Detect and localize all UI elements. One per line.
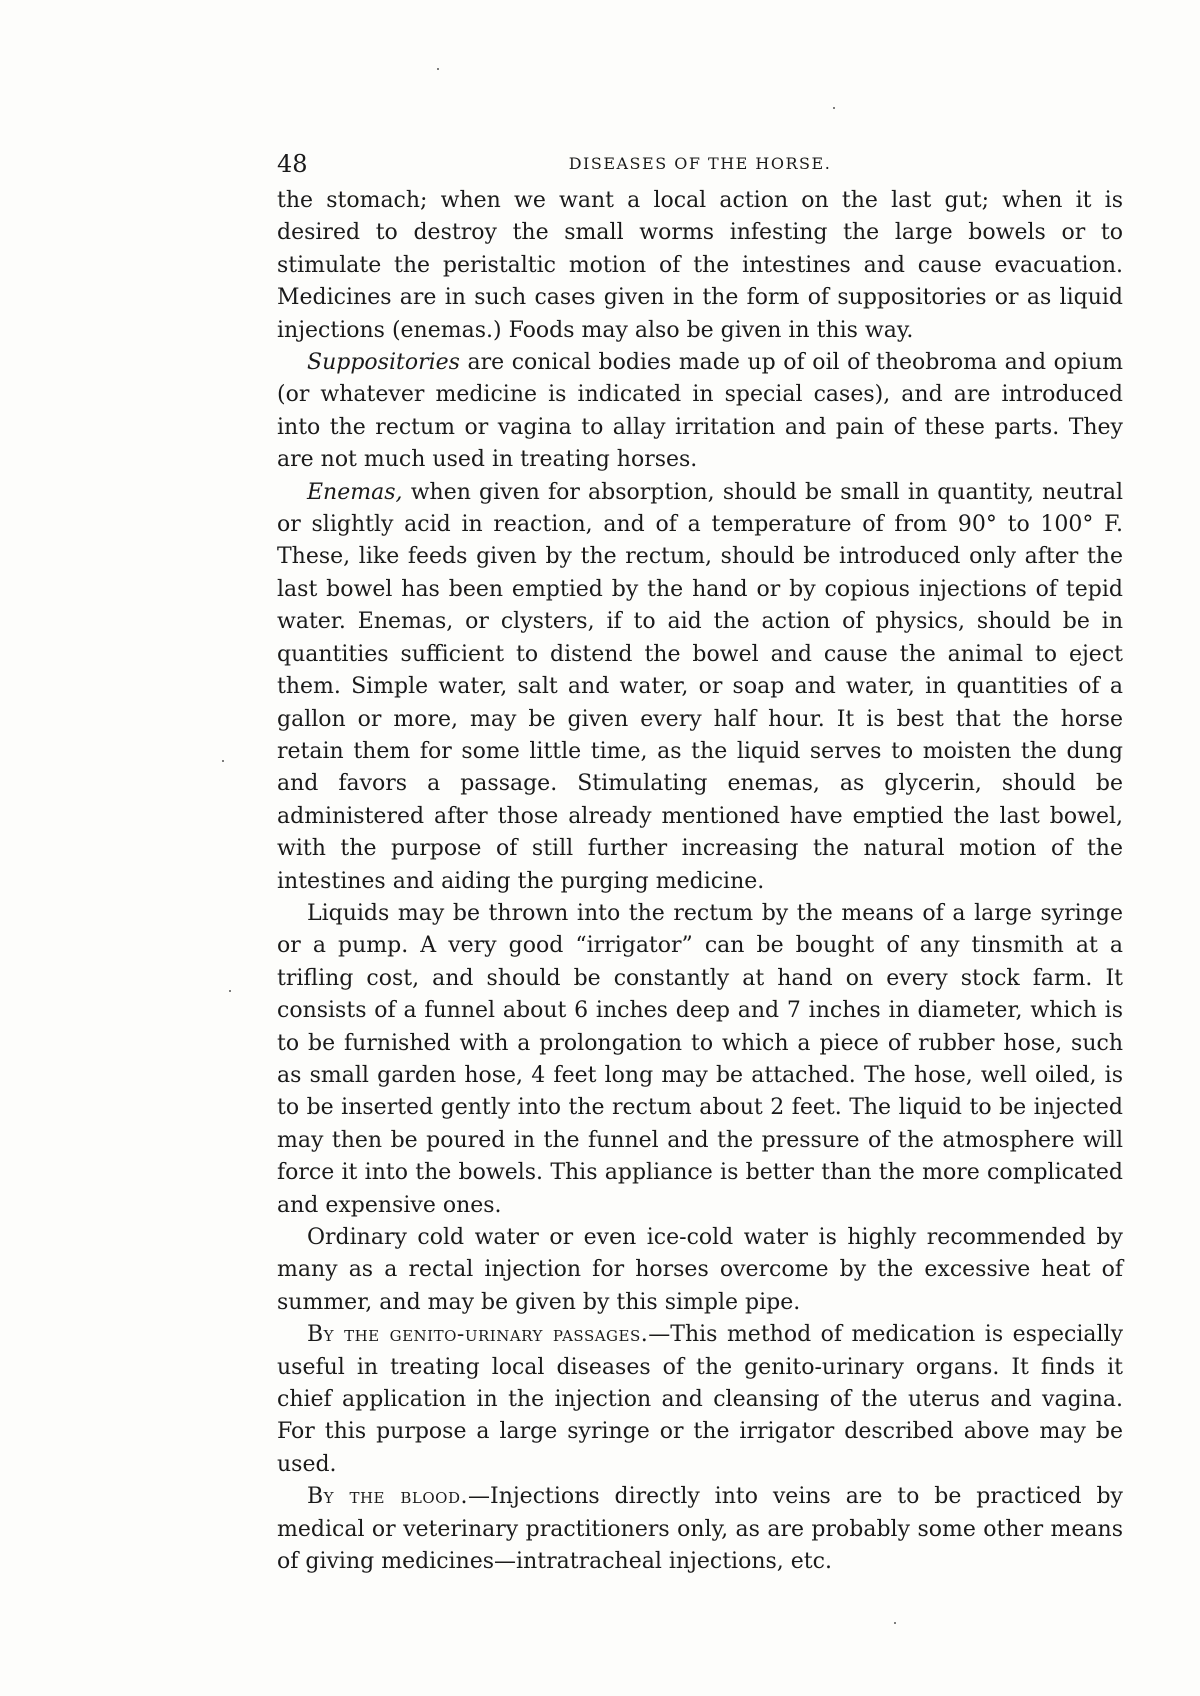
paragraph-text: when given for absorption, should be small in quantity, neutral or slightly acid in reaction, and of a temperature of from 90° to 100° F. These, like feeds given by the rectum, should be introduced only after the last bowel has been emptied by the hand or by copious injections of tepid water. Enemas, or clysters, if to aid the action of physics, should be in quantities sufficient to distend the bowel and cause the animal to eject them. Simple water, salt and water, or soap and water, in quantities of a gallon or more, may be given every half hour. It is best that the horse retain them for some little time, as the liquid serves to moisten the dung and favors a passage. Stimulating enemas, as glycerin, should be administered after those already mentioned have emptied the last bowel, with the purpose of still further increasing the natural motion of the intestines and aiding the purging medicine. [277,479,1123,894]
paragraph-blood [277,1481,1123,1578]
paragraph-lead: Suppositories [307,350,460,376]
paragraph-lead: By the genito-urinary passages. [307,1322,649,1348]
scan-speck [437,68,439,70]
paragraph-lead: Enemas, [307,479,403,505]
paragraph-text: —This method of medication is especially useful in treating local diseases of the genito-urinary organs. It finds it chief application in the injection and cleansing of the uterus and vagina. For this purpose a large syringe or the irrigator described above may be used. [277,1322,1123,1477]
scan-speck [833,107,835,109]
paragraph-genito-urinary [277,1319,1123,1481]
paragraph-text: Ordinary cold water or even ice-cold water is highly recommended by many as a rectal injection for horses overcome by the excessive heat of summer, and may be given by this simple pipe. [277,1225,1123,1315]
paragraph-continued [277,185,1123,347]
paragraph-lead: By the blood. [307,1484,468,1510]
paragraph-cold-water [277,1222,1123,1319]
scan-speck [222,760,224,762]
page-number: 48 [277,150,308,178]
running-title: DISEASES OF THE HORSE. [568,154,832,173]
body-text [277,185,1123,1578]
paragraph-liquids [277,898,1123,1222]
paragraph-text: the stomach; when we want a local action on the last gut; when it is desired to destroy the small worms infesting the large bowels or to stimulate the peristaltic motion of the intestines and cause evacuation. Medicines are in such cases given in the form of suppositories or as liquid injections (enemas.) Foods may also be given in this way. [277,188,1123,343]
scan-speck [229,990,231,992]
paragraph-text: —Injections directly into veins are to be practiced by medical or veterinary practitioners only, as are probably some other means of giving medicines—intratracheal injections, etc. [277,1484,1123,1575]
paragraph-text: Liquids may be thrown into the rectum by the means of a large syringe or a pump. A very good “irrigator” can be bought of any tinsmith at a trifling cost, and should be constantly at hand on every stock farm. It consists of a funnel about 6 inches deep and 7 inches in diameter, which is to be furnished with a prolongation to which a piece of rubber hose, such as small garden hose, 4 feet long may be attached. The hose, well oiled, is to be inserted gently into the rectum about 2 feet. The liquid to be injected may then be poured in the funnel and the pressure of the atmosphere will force it into the bowels. This appliance is better than the more complicated and expensive ones. [277,900,1123,1218]
paragraph-enemas [277,477,1123,898]
page-header [277,147,1123,181]
paragraph-suppositories [277,347,1123,477]
paragraph-text: are conical bodies made up of oil of theobroma and opium (or whatever medicine is indicated in special cases), and are introduced into the rectum or vagina to allay irritation and pain of these parts. They are not much used in treating horses. [277,350,1123,473]
scan-speck [894,1622,896,1624]
